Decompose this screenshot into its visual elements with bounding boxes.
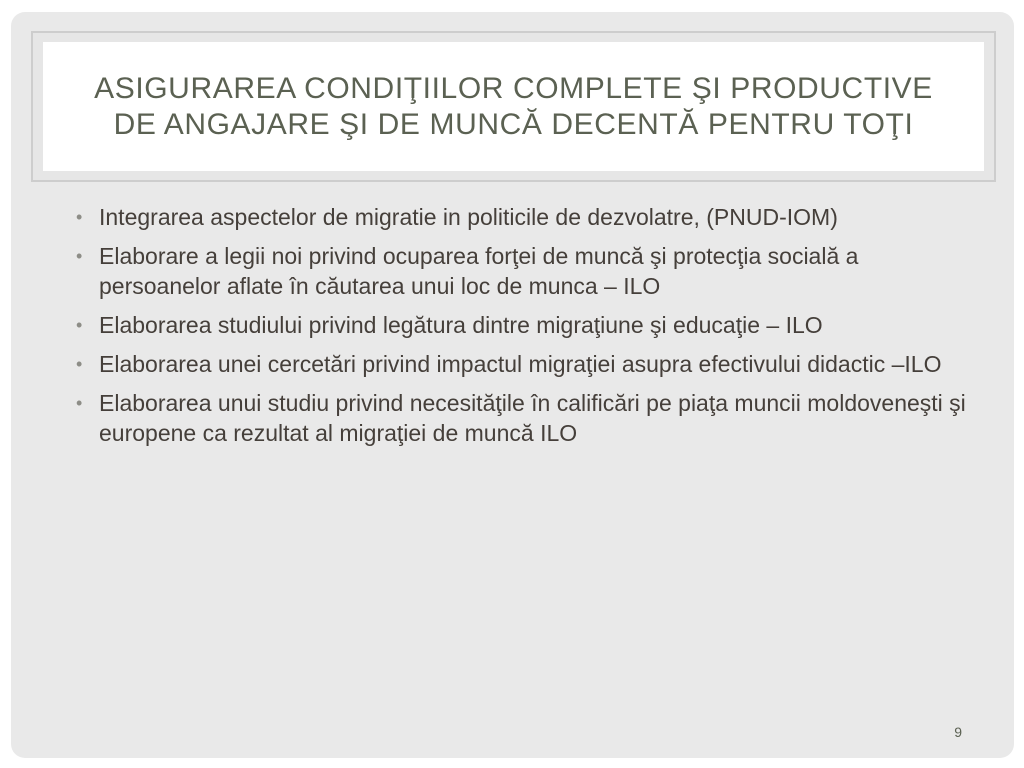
slide (11, 12, 1014, 758)
bullet-dot-icon: • (76, 315, 83, 335)
bullet-text: Elaborarea unei cercetări privind impactul migraţiei asupra efectivului didactic –ILO (99, 351, 942, 377)
bullet-text: Integrarea aspectelor de migratie in politicile de dezvolatre, (PNUD-IOM) (99, 204, 838, 230)
slide-title: ASIGURAREA CONDIŢIILOR COMPLETE ŞI PRODUCTIVE DE ANGAJARE ŞI DE MUNCĂ DECENTĂ PENTRU TOŢI (94, 71, 933, 141)
bullet-dot-icon: • (76, 354, 83, 374)
bullet-item (71, 310, 971, 340)
bullet-dot-icon: • (76, 393, 83, 413)
bullet-item (71, 388, 971, 448)
title-box (43, 42, 984, 171)
bullet-item (71, 241, 971, 301)
bullet-dot-icon: • (76, 246, 83, 266)
bullet-text: Elaborarea unui studiu privind necesităţile în calificări pe piaţa muncii moldoveneşti şi europene ca rezultat al migraţiei de muncă ILO (99, 390, 966, 446)
bullet-dot-icon: • (76, 207, 83, 227)
bullet-text: Elaborare a legii noi privind ocuparea forţei de muncă şi protecţia socială a persoanelor aflate în căutarea unui loc de munca – ILO (99, 243, 859, 299)
title-frame (31, 31, 996, 182)
bullet-list (71, 202, 971, 457)
bullet-item (71, 349, 971, 379)
page-number: 9 (954, 724, 962, 740)
bullet-text: Elaborarea studiului privind legătura dintre migraţiune şi educaţie – ILO (99, 312, 823, 338)
bullet-item (71, 202, 971, 232)
